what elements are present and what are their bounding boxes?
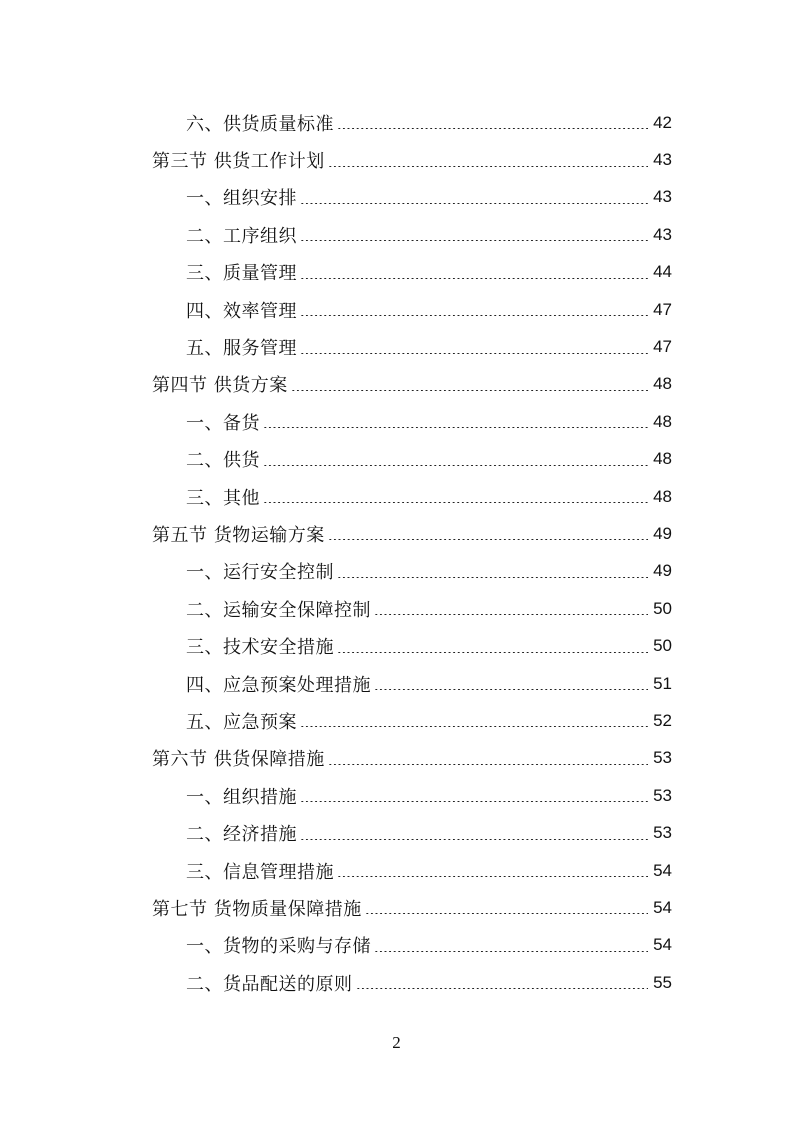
toc-entry-page: 43 (653, 150, 672, 170)
toc-dot-leader (337, 876, 648, 877)
toc-entry-page: 54 (653, 935, 672, 955)
toc-dot-leader (300, 278, 648, 279)
toc-entry-page: 47 (653, 299, 672, 319)
toc-entry-title: 六、供货质量标准 (186, 113, 334, 135)
toc-entry-page: 49 (653, 561, 672, 581)
toc-subsection-entry[interactable] (0, 590, 793, 627)
toc-subsection-entry[interactable] (0, 964, 793, 1001)
toc-section-entry[interactable] (0, 366, 793, 403)
toc-entry-page: 48 (653, 374, 672, 394)
toc-dot-leader (263, 427, 648, 428)
toc-entry-title: 一、备货 (186, 412, 260, 434)
toc-entry-page: 50 (653, 598, 672, 618)
toc-dot-leader (374, 614, 648, 615)
toc-entry-title: 第六节 供货保障措施 (152, 749, 325, 771)
toc-entry-page: 52 (653, 710, 672, 730)
toc-dot-leader (300, 353, 648, 354)
toc-dot-leader (263, 502, 648, 503)
toc-subsection-entry[interactable] (0, 403, 793, 440)
toc-subsection-entry[interactable] (0, 814, 793, 851)
toc-subsection-entry[interactable] (0, 441, 793, 478)
toc-dot-leader (300, 801, 648, 802)
toc-dot-leader (328, 539, 648, 540)
toc-dot-leader (337, 128, 648, 129)
toc-entry-page: 47 (653, 337, 672, 357)
toc-dot-leader (337, 652, 648, 653)
toc-entry-title: 四、应急预案处理措施 (186, 674, 371, 696)
toc-entry-title: 二、经济措施 (186, 824, 297, 846)
toc-dot-leader (300, 203, 648, 204)
toc-dot-leader (356, 988, 649, 989)
toc-dot-leader (291, 390, 648, 391)
toc-entry-title: 二、运输安全保障控制 (186, 599, 371, 621)
toc-dot-leader (374, 951, 648, 952)
toc-entry-page: 55 (653, 972, 672, 992)
toc-entry-page: 54 (653, 897, 672, 917)
toc-entry-title: 三、信息管理措施 (186, 861, 334, 883)
toc-subsection-entry[interactable] (0, 104, 793, 141)
toc-entry-title: 一、运行安全控制 (186, 562, 334, 584)
toc-subsection-entry[interactable] (0, 216, 793, 253)
toc-entry-page: 50 (653, 636, 672, 656)
toc-section-entry[interactable] (0, 515, 793, 552)
toc-entry-page: 48 (653, 411, 672, 431)
toc-subsection-entry[interactable] (0, 291, 793, 328)
toc-entry-page: 44 (653, 262, 672, 282)
toc-subsection-entry[interactable] (0, 328, 793, 365)
toc-entry-title: 第三节 供货工作计划 (152, 151, 325, 173)
toc-entry-page: 53 (653, 823, 672, 843)
toc-subsection-entry[interactable] (0, 665, 793, 702)
toc-subsection-entry[interactable] (0, 478, 793, 515)
toc-dot-leader (337, 577, 648, 578)
toc-dot-leader (365, 913, 648, 914)
toc-entry-title: 三、质量管理 (186, 263, 297, 285)
toc-entry-title: 一、组织措施 (186, 786, 297, 808)
toc-subsection-entry[interactable] (0, 852, 793, 889)
toc-entry-title: 五、服务管理 (186, 338, 297, 360)
toc-section-entry[interactable] (0, 740, 793, 777)
toc-entry-page: 43 (653, 224, 672, 244)
toc-dot-leader (300, 839, 648, 840)
toc-entry-title: 三、其他 (186, 487, 260, 509)
toc-entry-title: 二、工序组织 (186, 225, 297, 247)
toc-entry-title: 第四节 供货方案 (152, 375, 288, 397)
toc-entry-page: 54 (653, 860, 672, 880)
toc-entry-title: 第五节 货物运输方案 (152, 524, 325, 546)
toc-entry-page: 51 (653, 673, 672, 693)
toc-entry-title: 一、组织安排 (186, 188, 297, 210)
toc-entry-page: 48 (653, 449, 672, 469)
toc-dot-leader (328, 764, 648, 765)
toc-entry-title: 四、效率管理 (186, 300, 297, 322)
toc-entry-title: 二、货品配送的原则 (186, 973, 353, 995)
toc-entry-page: 48 (653, 486, 672, 506)
toc-subsection-entry[interactable] (0, 927, 793, 964)
toc-section-entry[interactable] (0, 141, 793, 178)
toc-subsection-entry[interactable] (0, 777, 793, 814)
toc-dot-leader (328, 166, 648, 167)
toc-dot-leader (374, 689, 648, 690)
toc-entry-title: 一、货物的采购与存储 (186, 936, 371, 958)
toc-subsection-entry[interactable] (0, 702, 793, 739)
toc-entry-page: 49 (653, 523, 672, 543)
toc-entry-page: 53 (653, 748, 672, 768)
toc-subsection-entry[interactable] (0, 627, 793, 664)
toc-subsection-entry[interactable] (0, 254, 793, 291)
toc-dot-leader (300, 726, 648, 727)
toc-entry-page: 53 (653, 785, 672, 805)
toc-entry-title: 二、供货 (186, 450, 260, 472)
toc-subsection-entry[interactable] (0, 179, 793, 216)
toc-subsection-entry[interactable] (0, 553, 793, 590)
toc-entry-title: 三、技术安全措施 (186, 637, 334, 659)
toc-entry-page: 42 (653, 112, 672, 132)
toc-entry-page: 43 (653, 187, 672, 207)
table-of-contents (0, 104, 793, 1001)
page-number: 2 (392, 1033, 401, 1052)
toc-entry-title: 五、应急预案 (186, 711, 297, 733)
toc-section-entry[interactable] (0, 889, 793, 926)
toc-dot-leader (300, 315, 648, 316)
toc-dot-leader (263, 465, 648, 466)
toc-dot-leader (300, 240, 648, 241)
toc-entry-title: 第七节 货物质量保障措施 (152, 898, 362, 920)
